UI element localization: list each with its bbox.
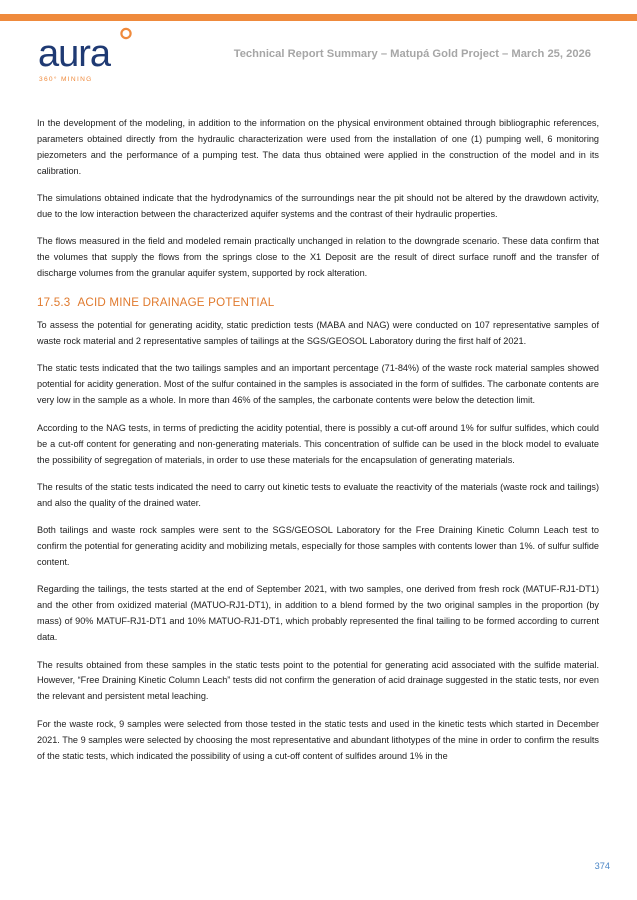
paragraph-section-1: To assess the potential for generating acidity, static prediction tests (MABA and NAG) were conducted on 107 representative samples of waste rock material and 2 representative samples of tailings at the SGS/GEOSOL Laboratory during the first half of 2021. xyxy=(37,320,599,347)
paragraph-section-8: For the waste rock, 9 samples were selected from those tested in the static tests and used in the kinetic tests which started in December 2021. The 9 samples were selected by choosing the most representative and abundant lithotypes of the mine in order to confirm the results of the static tests, which indicated the possibility of using a cut-off content of sulfides around 1% in the xyxy=(37,718,599,761)
page-body xyxy=(37,116,599,776)
paragraph-section-4: The results of the static tests indicated the need to carry out kinetic tests to evaluate the reactivity of the materials (waste rock and tailings) and also the quality of the drained water. xyxy=(37,481,599,508)
paragraph-intro-1: In the development of the modeling, in addition to the information on the physical environment obtained through bibliographic references, parameters obtained directly from the hydraulic characterization were used from the installation of one (1) pumping well, 6 monitoring piezometers and the performance of a pumping test. The data thus obtained were applied in the construction of the model and in its calibration. xyxy=(37,118,599,176)
paragraph-intro-2: The simulations obtained indicate that the hydrodynamics of the surroundings near the pit should not be altered by the drawdown activity, due to the low interaction between the characterized aquifer systems and the contrast of their hydraulic properties. xyxy=(37,193,599,220)
aura-logo xyxy=(38,26,158,86)
paragraph-section-3: According to the NAG tests, in terms of predicting the acidity potential, there is possibly a cut-off around 1% for sulfur sulfides, which could be a cut-off content for generating and non-generating materials. This concentration of sulfide can be used in the block model to evaluate the possibility of segregation of materials, in order to use these materials for the encapsulation of generating materials. xyxy=(37,422,599,465)
section-title: ACID MINE DRAINAGE POTENTIAL xyxy=(77,296,275,310)
logo-tagline: 360° MINING xyxy=(39,76,93,83)
paragraph-section-7: The results obtained from these samples in the static tests point to the potential for generating acid associated with the sulfide material. However, “Free Draining Kinetic Column Leach” tests did not confirm the generation of acid drainage suggested in the static tests, nor even the relevant and persistent metal leaching. xyxy=(37,659,599,702)
paragraph-section-6: Regarding the tailings, the tests started at the end of September 2021, with two samples, one derived from fresh rock (MATUF-RJ1-DT1) and the other from oxidized material (MATUO-RJ1-DT1), in addition to a blend formed by the two original samples in the proportion (by mass) of 90% MATUF-RJ1-DT1 and 10% MATUO-RJ1-DT1, which probably represented the final tailing to be formed according to current data. xyxy=(37,584,599,643)
logo-wordmark: aura xyxy=(38,33,111,75)
section-number: 17.5.3 xyxy=(37,296,71,310)
section-heading xyxy=(37,296,599,309)
paragraph-section-2: The static tests indicated that the two tailings samples and an important percentage (71-84%) of the waste rock material samples showed potential for acidity generation. Most of the sulfur contained in the samples is associated in the form of sulfides. The carbonate contents are very low in the sample as a whole. In more than 46% of the samples, the carbonate contents were below the detection limit. xyxy=(37,363,599,406)
paragraph-section-5: Both tailings and waste rock samples were sent to the SGS/GEOSOL Laboratory for the Free Draining Kinetic Column Leach test to confirm the potential for generating acidity and mobilizing metals, especially for those samples with contents lower than 1%. of sulfur sulfide content. xyxy=(37,525,599,568)
logo-orange-dot-icon xyxy=(121,29,130,38)
header-accent-bar xyxy=(0,14,637,21)
page-number: 374 xyxy=(594,861,610,871)
paragraph-intro-3: The flows measured in the field and modeled remain practically unchanged in relation to the downgrade scenario. These data confirm that the volumes that supply the flows from the springs close to the X1 Deposit are the result of direct surface runoff and the transfer of discharge volumes from the granular aquifer system, supported by rock alteration. xyxy=(37,236,599,279)
report-title: Technical Report Summary – Matupá Gold Project – March 25, 2026 xyxy=(233,48,591,60)
